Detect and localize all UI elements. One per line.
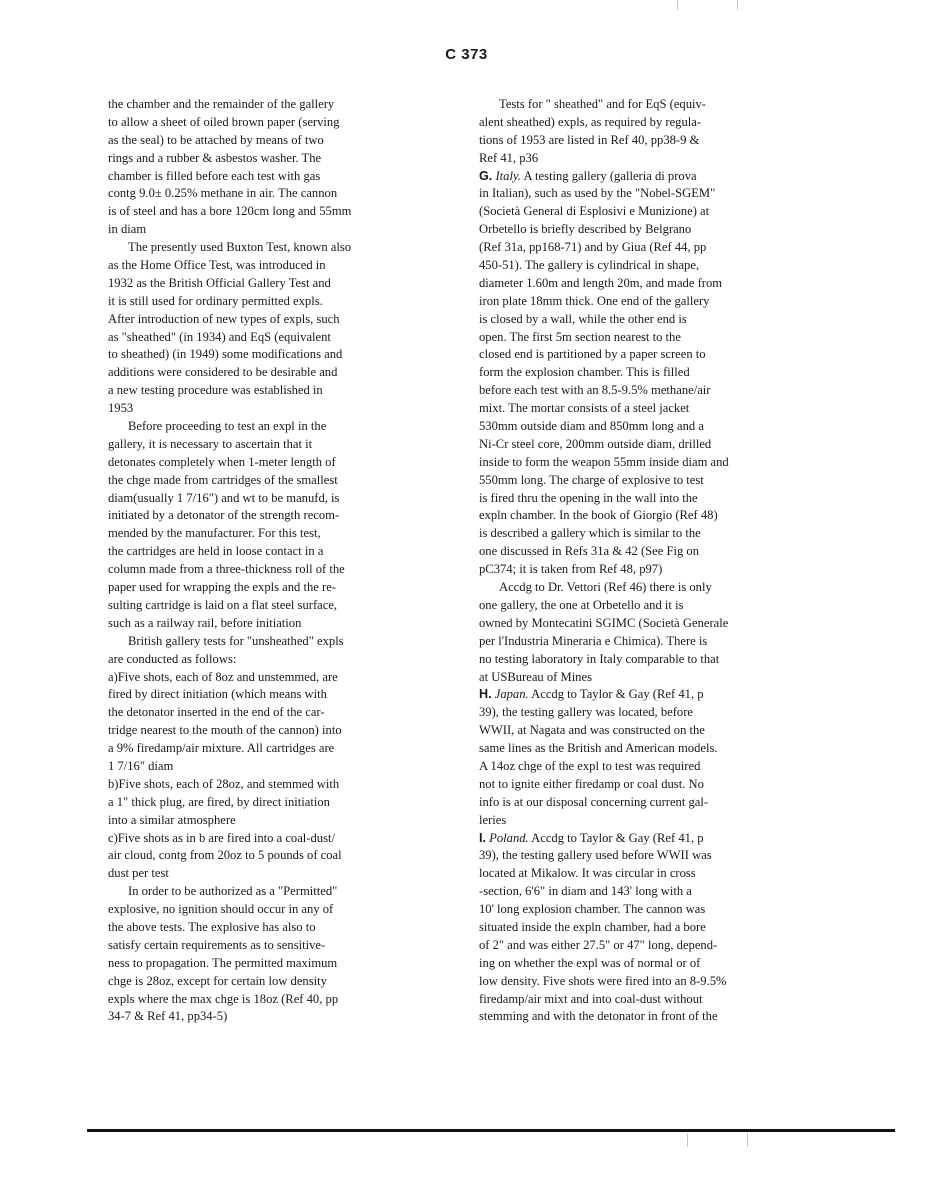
text-line xyxy=(108,454,434,472)
line-text: column made from a three-thickness roll of the xyxy=(108,562,345,577)
bottom-rule xyxy=(87,1129,895,1132)
line-text: a 9% firedamp/air mixture. All cartridges are xyxy=(108,741,335,756)
text-line xyxy=(479,507,824,525)
text-line xyxy=(108,901,434,919)
line-text: A testing gallery (galleria di prova xyxy=(523,168,697,183)
line-text: -section, 6'6" in diam and 143' long with a xyxy=(479,884,692,899)
text-line xyxy=(108,168,434,186)
line-text: in Italian), such as used by the "Nobel-SGEM" xyxy=(479,186,716,201)
line-text: as the Home Office Test, was introduced in xyxy=(108,258,326,273)
line-text: 530mm outside diam and 850mm long and a xyxy=(479,419,704,434)
text-line xyxy=(479,919,824,937)
line-text: 1 7/16" diam xyxy=(108,758,174,773)
text-line xyxy=(479,96,824,114)
line-text: Accdg to Taylor & Gay (Ref 41, p xyxy=(531,687,704,702)
text-line xyxy=(108,991,434,1009)
text-line xyxy=(479,346,824,364)
line-text: 550mm long. The charge of explosive to test xyxy=(479,472,704,487)
line-text: A 14oz chge of the expl to test was required xyxy=(479,758,701,773)
line-text: c)Five shots as in b are fired into a coal-dust/ xyxy=(108,830,335,845)
line-text: mended by the manufacturer. For this test, xyxy=(108,526,321,541)
text-line xyxy=(108,830,434,848)
text-line xyxy=(108,203,434,221)
line-text: located at Mikalow. It was circular in cross xyxy=(479,866,696,881)
line-text: firedamp/air mixt and into coal-dust without xyxy=(479,991,703,1006)
text-line xyxy=(108,185,434,203)
line-text: 39), the testing gallery was located, before xyxy=(479,705,694,720)
text-line xyxy=(479,883,824,901)
line-text: it is still used for ordinary permitted expls. xyxy=(108,293,323,308)
line-text: the above tests. The explosive has also to xyxy=(108,919,316,934)
line-text: Accdg to Taylor & Gay (Ref 41, p xyxy=(531,830,704,845)
line-text: paper used for wrapping the expls and the re- xyxy=(108,580,337,595)
text-line xyxy=(108,293,434,311)
line-text: in diam xyxy=(108,222,147,237)
scan-mark xyxy=(677,0,678,10)
line-text: open. The first 5m section nearest to the xyxy=(479,329,681,344)
text-line xyxy=(479,722,824,740)
line-text: to allow a sheet of oiled brown paper (serving xyxy=(108,114,340,129)
line-text: the chge made from cartridges of the smallest xyxy=(108,472,338,487)
line-text: diam(usually 1 7/16") and wt to be manufd, is xyxy=(108,490,340,505)
text-line xyxy=(108,561,434,579)
section-letter: I. xyxy=(479,830,486,845)
line-text: chge is 28oz, except for certain low density xyxy=(108,973,327,988)
text-line xyxy=(479,686,824,704)
line-text: mixt. The mortar consists of a steel jacket xyxy=(479,401,690,416)
text-line xyxy=(108,883,434,901)
text-line xyxy=(479,991,824,1009)
line-text: is fired thru the opening in the wall into the xyxy=(479,490,698,505)
text-line xyxy=(108,776,434,794)
line-text: is of steel and has a bore 120cm long and 55mm xyxy=(108,204,352,219)
text-line xyxy=(108,597,434,615)
text-line xyxy=(479,651,824,669)
text-line xyxy=(479,311,824,329)
text-line xyxy=(479,382,824,400)
text-line xyxy=(108,311,434,329)
text-line xyxy=(479,830,824,848)
line-text: expln chamber. In the book of Giorgio (Ref 48) xyxy=(479,508,718,523)
line-text: Ref 41, p36 xyxy=(479,150,539,165)
text-line xyxy=(479,364,824,382)
text-line xyxy=(479,633,824,651)
text-line xyxy=(479,239,824,257)
text-line xyxy=(479,973,824,991)
text-line xyxy=(108,633,434,651)
line-text: form the explosion chamber. This is filled xyxy=(479,365,690,380)
text-line xyxy=(479,525,824,543)
text-line xyxy=(108,257,434,275)
text-line xyxy=(108,758,434,776)
text-line xyxy=(479,185,824,203)
text-line xyxy=(108,382,434,400)
text-line xyxy=(479,955,824,973)
line-text: ing on whether the expl was of normal or of xyxy=(479,955,701,970)
line-text: chamber is filled before each test with gas xyxy=(108,168,321,183)
left-column xyxy=(108,96,434,1026)
line-text: inside to form the weapon 55mm inside diam and xyxy=(479,454,729,469)
line-text: are conducted as follows: xyxy=(108,651,237,666)
text-line xyxy=(479,436,824,454)
line-text: 1953 xyxy=(108,401,134,416)
text-line xyxy=(479,812,824,830)
line-text: situated inside the expln chamber, had a bore xyxy=(479,919,706,934)
line-text: 450-51). The gallery is cylindrical in shape, xyxy=(479,258,700,273)
text-line xyxy=(479,704,824,722)
line-text: owned by Montecatini SGIMC (Società Generale xyxy=(479,615,729,630)
text-line xyxy=(108,239,434,257)
text-line xyxy=(479,329,824,347)
line-text: The presently used Buxton Test, known also xyxy=(128,240,352,255)
line-text: stemming and with the detonator in front of the xyxy=(479,1009,718,1024)
line-text: 1932 as the British Official Gallery Test and xyxy=(108,275,331,290)
text-line xyxy=(108,794,434,812)
text-line xyxy=(479,865,824,883)
scan-mark xyxy=(747,1133,748,1147)
line-text: In order to be authorized as a "Permitted" xyxy=(128,884,338,899)
text-line xyxy=(479,132,824,150)
text-line xyxy=(479,794,824,812)
text-line xyxy=(479,114,824,132)
text-line xyxy=(108,221,434,239)
text-line xyxy=(108,525,434,543)
text-line xyxy=(479,168,824,186)
line-text: per l'Industria Mineraria e Chimica). There is xyxy=(479,633,708,648)
line-text: same lines as the British and American models. xyxy=(479,741,718,756)
section-country: Japan. xyxy=(494,687,529,702)
text-line xyxy=(108,937,434,955)
text-line xyxy=(479,740,824,758)
scan-mark xyxy=(737,0,738,10)
text-line xyxy=(108,114,434,132)
line-text: additions were considered to be desirable and xyxy=(108,365,338,380)
line-text: air cloud, contg from 20oz to 5 pounds of coal xyxy=(108,848,342,863)
text-line xyxy=(479,472,824,490)
text-line xyxy=(108,507,434,525)
line-text: Accdg to Dr. Vettori (Ref 46) there is only xyxy=(499,580,712,595)
text-line xyxy=(108,96,434,114)
line-text: rings and a rubber & asbestos washer. The xyxy=(108,150,322,165)
scan-mark xyxy=(687,1133,688,1147)
line-text: Orbetello is briefly described by Belgrano xyxy=(479,222,692,237)
text-line xyxy=(479,543,824,561)
text-line xyxy=(108,436,434,454)
line-text: fired by direct initiation (which means with xyxy=(108,687,327,702)
line-text: a)Five shots, each of 8oz and unstemmed, are xyxy=(108,669,338,684)
text-line xyxy=(108,132,434,150)
text-line xyxy=(479,615,824,633)
line-text: as the seal) to be attached by means of two xyxy=(108,132,324,147)
line-text: alent sheathed) expls, as required by regula- xyxy=(479,114,702,129)
line-text: before each test with an 8.5-9.5% methane/air xyxy=(479,383,711,398)
text-line xyxy=(479,275,824,293)
line-text: Before proceeding to test an expl in the xyxy=(128,419,327,434)
line-text: b)Five shots, each of 28oz, and stemmed with xyxy=(108,776,340,791)
text-line xyxy=(479,901,824,919)
line-text: the cartridges are held in loose contact in a xyxy=(108,544,324,559)
line-text: the detonator inserted in the end of the car- xyxy=(108,705,325,720)
line-text: Ni-Cr steel core, 200mm outside diam, drilled xyxy=(479,436,712,451)
text-line xyxy=(108,847,434,865)
line-text: British gallery tests for "unsheathed" expls xyxy=(128,633,344,648)
line-text: one discussed in Refs 31a & 42 (See Fig on xyxy=(479,544,700,559)
text-line xyxy=(479,597,824,615)
section-country: Poland. xyxy=(489,830,529,845)
line-text: tions of 1953 are listed in Ref 40, pp38-9 & xyxy=(479,132,700,147)
line-text: low density. Five shots were fired into an 8-9.5% xyxy=(479,973,727,988)
line-text: a 1" thick plug, are fired, by direct initiation xyxy=(108,794,330,809)
line-text: at USBureau of Mines xyxy=(479,669,592,684)
text-line xyxy=(479,400,824,418)
text-line xyxy=(108,973,434,991)
line-text: info is at our disposal concerning current gal- xyxy=(479,794,709,809)
text-line xyxy=(108,1008,434,1026)
line-text: diameter 1.60m and length 20m, and made from xyxy=(479,275,723,290)
line-text: initiated by a detonator of the strength recom- xyxy=(108,508,340,523)
line-text: not to ignite either firedamp or coal dust. No xyxy=(479,776,704,791)
text-line xyxy=(108,346,434,364)
line-text: a new testing procedure was established in xyxy=(108,383,323,398)
line-text: WWII, at Nagata and was constructed on the xyxy=(479,723,705,738)
line-text: is described a gallery which is similar to the xyxy=(479,526,701,541)
line-text: ness to propagation. The permitted maximum xyxy=(108,955,338,970)
line-text: (Ref 31a, pp168-71) and by Giua (Ref 44, pp xyxy=(479,240,707,255)
text-line xyxy=(479,257,824,275)
text-line xyxy=(479,221,824,239)
line-text: dust per test xyxy=(108,866,169,881)
text-line xyxy=(108,150,434,168)
line-text: contg 9.0± 0.25% methane in air. The cannon xyxy=(108,186,338,201)
text-line xyxy=(108,669,434,687)
line-text: one gallery, the one at Orbetello and it is xyxy=(479,597,684,612)
line-text: detonates completely when 1-meter length of xyxy=(108,454,336,469)
section-country: Italy. xyxy=(495,168,521,183)
text-line xyxy=(479,1008,824,1026)
text-line xyxy=(479,203,824,221)
text-line xyxy=(479,490,824,508)
line-text: gallery, it is necessary to ascertain that it xyxy=(108,436,313,451)
page-number: C 373 xyxy=(445,46,488,63)
text-line xyxy=(479,454,824,472)
text-line xyxy=(108,579,434,597)
text-line xyxy=(108,400,434,418)
text-line xyxy=(108,490,434,508)
line-text: 34-7 & Ref 41, pp34-5) xyxy=(108,1009,228,1024)
line-text: pC374; it is taken from Ref 48, p97) xyxy=(479,562,663,577)
text-line xyxy=(108,722,434,740)
text-line xyxy=(108,472,434,490)
text-line xyxy=(479,937,824,955)
text-line xyxy=(108,418,434,436)
text-line xyxy=(108,955,434,973)
line-text: 10' long explosion chamber. The cannon was xyxy=(479,902,706,917)
line-text: Tests for " sheathed" and for EqS (equiv- xyxy=(499,97,706,111)
line-text: sulting cartridge is laid on a flat steel surface, xyxy=(108,597,338,612)
text-line xyxy=(479,561,824,579)
section-letter: G. xyxy=(479,168,493,183)
line-text: tridge nearest to the mouth of the cannon) into xyxy=(108,723,342,738)
line-text: 39), the testing gallery used before WWII was xyxy=(479,848,712,863)
right-column xyxy=(479,96,824,1026)
text-line xyxy=(108,704,434,722)
line-text: expls where the max chge is 18oz (Ref 40, pp xyxy=(108,991,339,1006)
line-text: closed end is partitioned by a paper screen to xyxy=(479,347,706,362)
line-text: as "sheathed" (in 1934) and EqS (equivalent xyxy=(108,329,331,344)
text-line xyxy=(479,776,824,794)
text-line xyxy=(108,651,434,669)
text-line xyxy=(108,329,434,347)
line-text: no testing laboratory in Italy comparable to that xyxy=(479,651,720,666)
line-text: explosive, no ignition should occur in any of xyxy=(108,902,334,917)
text-line xyxy=(108,865,434,883)
text-line xyxy=(108,919,434,937)
line-text: the chamber and the remainder of the gallery xyxy=(108,97,335,111)
line-text: such as a railway rail, before initiation xyxy=(108,615,302,630)
line-text: leries xyxy=(479,812,507,827)
text-line xyxy=(479,418,824,436)
line-text: satisfy certain requirements as to sensitive- xyxy=(108,937,326,952)
line-text: into a similar atmosphere xyxy=(108,812,236,827)
section-letter: H. xyxy=(479,687,492,702)
text-line xyxy=(108,740,434,758)
text-line xyxy=(108,543,434,561)
text-line xyxy=(108,275,434,293)
text-line xyxy=(108,615,434,633)
text-line xyxy=(479,847,824,865)
line-text: After introduction of new types of expls, such xyxy=(108,311,340,326)
line-text: of 2" and was either 27.5" or 47" long, depend- xyxy=(479,937,718,952)
line-text: to sheathed) (in 1949) some modifications and xyxy=(108,347,343,362)
text-line xyxy=(108,812,434,830)
text-line xyxy=(479,293,824,311)
text-line xyxy=(479,669,824,687)
line-text: (Società General di Esplosivi e Munizione) at xyxy=(479,204,710,219)
text-line xyxy=(479,758,824,776)
text-line xyxy=(108,686,434,704)
text-line xyxy=(479,579,824,597)
line-text: iron plate 18mm thick. One end of the gallery xyxy=(479,293,710,308)
text-line xyxy=(108,364,434,382)
text-line xyxy=(479,150,824,168)
line-text: is closed by a wall, while the other end is xyxy=(479,311,687,326)
